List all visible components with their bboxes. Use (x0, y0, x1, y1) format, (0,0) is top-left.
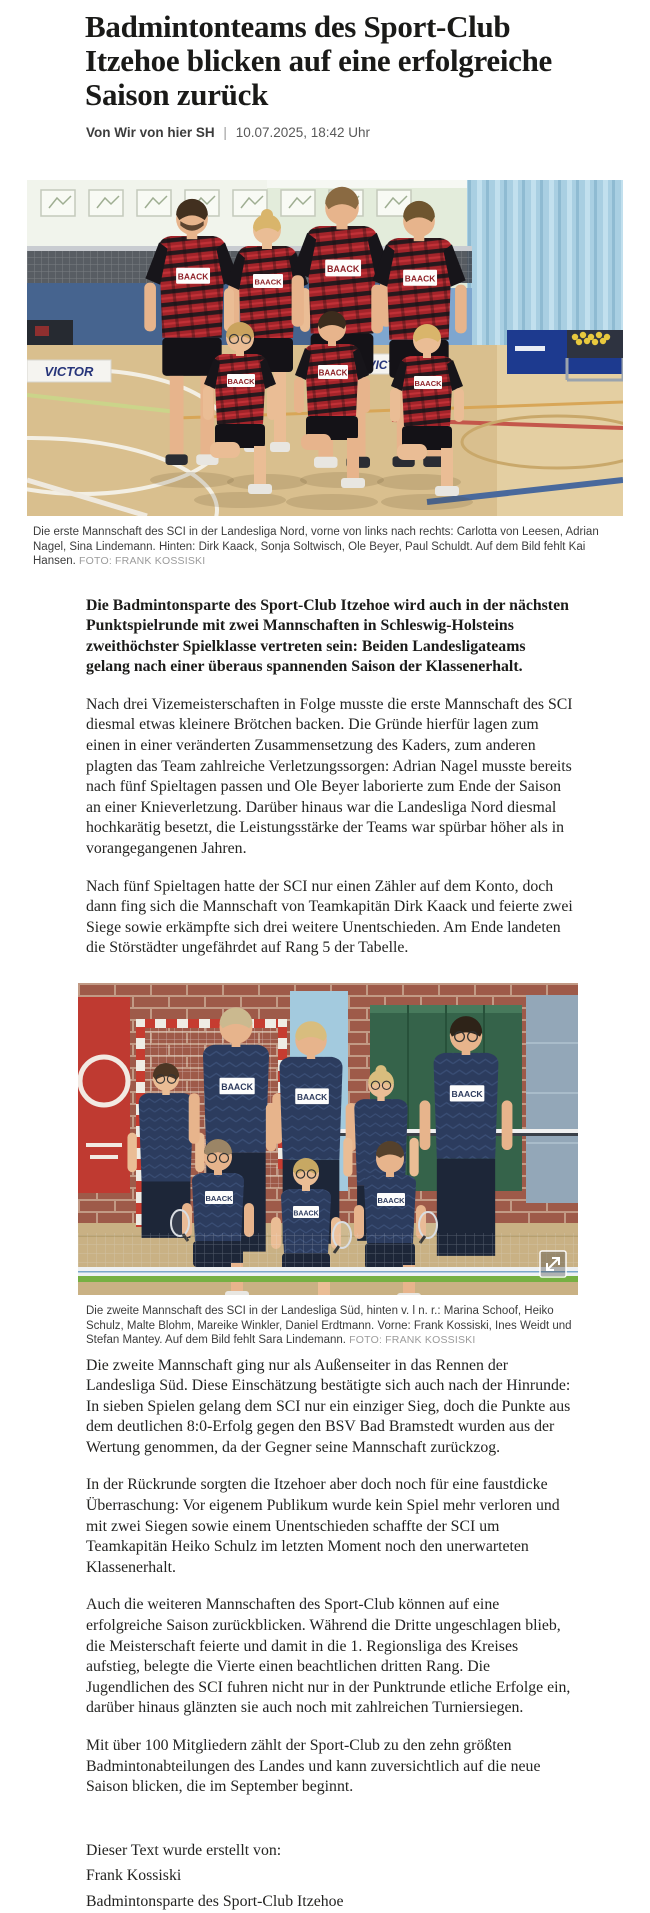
author-note-line: Dieser Text wurde erstellt von: (86, 1840, 573, 1863)
svg-text:BAACK: BAACK (405, 273, 436, 283)
caption-text: Die erste Mannschaft des SCI in der Landesliga Nord, vorne von links nach rechts: Carlotta von Leesen, Adrian Nagel, Sina Lindemann. Hinten: Dirk Kaack, Sonja Soltwisch, Ole Beyer, Paul Schuldt. Auf dem Bild fehlt Kai Hansen. (33, 526, 599, 567)
svg-text:BAACK: BAACK (227, 377, 255, 386)
svg-text:BAACK: BAACK (377, 1196, 405, 1205)
svg-text:BAACK: BAACK (254, 278, 282, 287)
expand-icon[interactable] (540, 1251, 566, 1277)
author-note-line: Badmintonsparte des Sport-Club Itzehoe (86, 1891, 573, 1913)
paragraph: Auch die weiteren Mannschaften des Sport-Club können auf eine erfolgreiche Saison zurückblicken. Während die Dritte ungeschlagen blieb, die Meisterschaft feierte und damit in die 1. Regionsliga des Kreises aufstieg, belegte die Vierte einen beachtlichen dritten Rang. Die Jugendlichen des SCI fuhren nicht nur in der Punktrunde etliche Erfolge ein, darüber hinaus glänzten sie auch noch mit zahlreichen Turniersiegen. (86, 1595, 573, 1719)
author-note (86, 1840, 573, 1913)
article-page (0, 10, 650, 1885)
paragraph: Mit über 100 Mitgliedern zählt der Sport-Club zu den zehn größten Badmintonabteilungen des Landes und kann zuversichtlich auf die neue Saison blicken, die im September beginnt. (86, 1736, 573, 1798)
caption-text: Die zweite Mannschaft des SCI in der Landesliga Süd, hinten v. l n. r.: Marina Schoof, Heiko Schulz, Malte Blohm, Mareike Winkler, Daniel Erdtmann. Vorne: Frank Kossiski, Ines Weidt und Stefan Mantey. Auf dem Bild fehlt Sara Lindemann. (86, 1305, 572, 1346)
page-title: Badmintonteams des Sport-Club Itzehoe blicken auf eine erfolgreiche Saison zurück (85, 10, 565, 112)
svg-text:BAACK: BAACK (205, 1194, 233, 1203)
svg-text:BAACK: BAACK (297, 1092, 327, 1102)
author-note-line: Frank Kossiski (86, 1865, 573, 1888)
team-photo-second[interactable] (78, 983, 578, 1295)
svg-text:BAACK: BAACK (319, 369, 348, 378)
paragraph: Nach fünf Spieltagen hatte der SCI nur einen Zähler auf dem Konto, doch dann fing sich die Mannschaft von Teamkapitän Dirk Kaack und feierte zwei Siege sowie erkämpfte sich drei weitere Unentschieden. Am Ende landeten die Störstädter ungefährdet auf Rang 5 der Tabelle. (86, 877, 573, 959)
team-photo-first[interactable] (27, 180, 623, 516)
svg-text:BAACK: BAACK (178, 271, 209, 281)
team-photo-first-figure (27, 180, 623, 569)
photo-caption-first (33, 525, 611, 569)
lead-paragraph: Die Badmintonsparte des Sport-Club Itzehoe wird auch in der nächsten Punktspielrunde mit zwei Mannschaften in Schleswig-Holsteins zweithöchster Spielklasse vertreten sein: Beiden Landesligateams gelang nach einer überaus spannenden Saison der Klassenerhalt. (86, 596, 573, 678)
photo2-foreground-net (78, 1233, 578, 1282)
photo-credit: FOTO: FRANK KOSSISKI (79, 555, 205, 567)
photo-credit: FOTO: FRANK KOSSISKI (349, 1334, 475, 1346)
svg-text:BAACK: BAACK (293, 1211, 318, 1218)
article-body (86, 596, 573, 1913)
byline-separator: | (223, 125, 227, 140)
svg-text:BAACK: BAACK (414, 379, 442, 388)
paragraph: In der Rückrunde sorgten die Itzehoer aber doch noch für eine faustdicke Überraschung: Vor eigenem Publikum wurde kein Spiel mehr verloren und mit zwei Siegen sowie einem Unentschieden schaffte der SCI um Teamkapitän Heiko Schulz im letzten Moment noch den unerwarteten Klassenerhalt. (86, 1475, 573, 1578)
byline-author: Von Wir von hier SH (86, 125, 215, 140)
team-photo-second-figure (78, 983, 578, 1348)
svg-text:BAACK: BAACK (221, 1082, 253, 1092)
paragraph: Nach drei Vizemeisterschaften in Folge musste die erste Mannschaft des SCI diesmal etwas kleinere Brötchen backen. Die Gründe hierfür lagen zum einen in einer veränderten Zusammensetzung des Kaders, zum anderen plagten das Team zahlreiche Verletzungssorgen: Adrian Nagel musste bereits nach fünf Spieltagen passen und Ole Beyer laborierte zum Ende der Saison an einer Knieverletzung. Darüber hinaus war die Landesliga Nord diesmal hochkarätig besetzt, die Leistungsstärke der Teams war spürbar höher als in vorangegangenen Jahren. (86, 695, 573, 860)
byline-datetime: 10.07.2025, 18:42 Uhr (236, 125, 370, 140)
svg-text:BAACK: BAACK (452, 1089, 484, 1099)
photo-caption-second (86, 1304, 574, 1348)
svg-text:VICTOR: VICTOR (45, 364, 94, 379)
byline (86, 125, 650, 140)
svg-text:BAACK: BAACK (327, 264, 360, 274)
paragraph: Die zweite Mannschaft ging nur als Außenseiter in das Rennen der Landesliga Süd. Diese Einschätzung bestätigte sich auch nach der Hinrunde: In sieben Spielen gelang dem SCI nur ein einziger Sieg, doch die Punkte aus dem deutlichen 8:0-Erfolg gegen den BSV Bad Bramstedt wurden aus der Wertung genommen, da der Gegner seine Mannschaft zurückzog. (86, 1356, 573, 1459)
